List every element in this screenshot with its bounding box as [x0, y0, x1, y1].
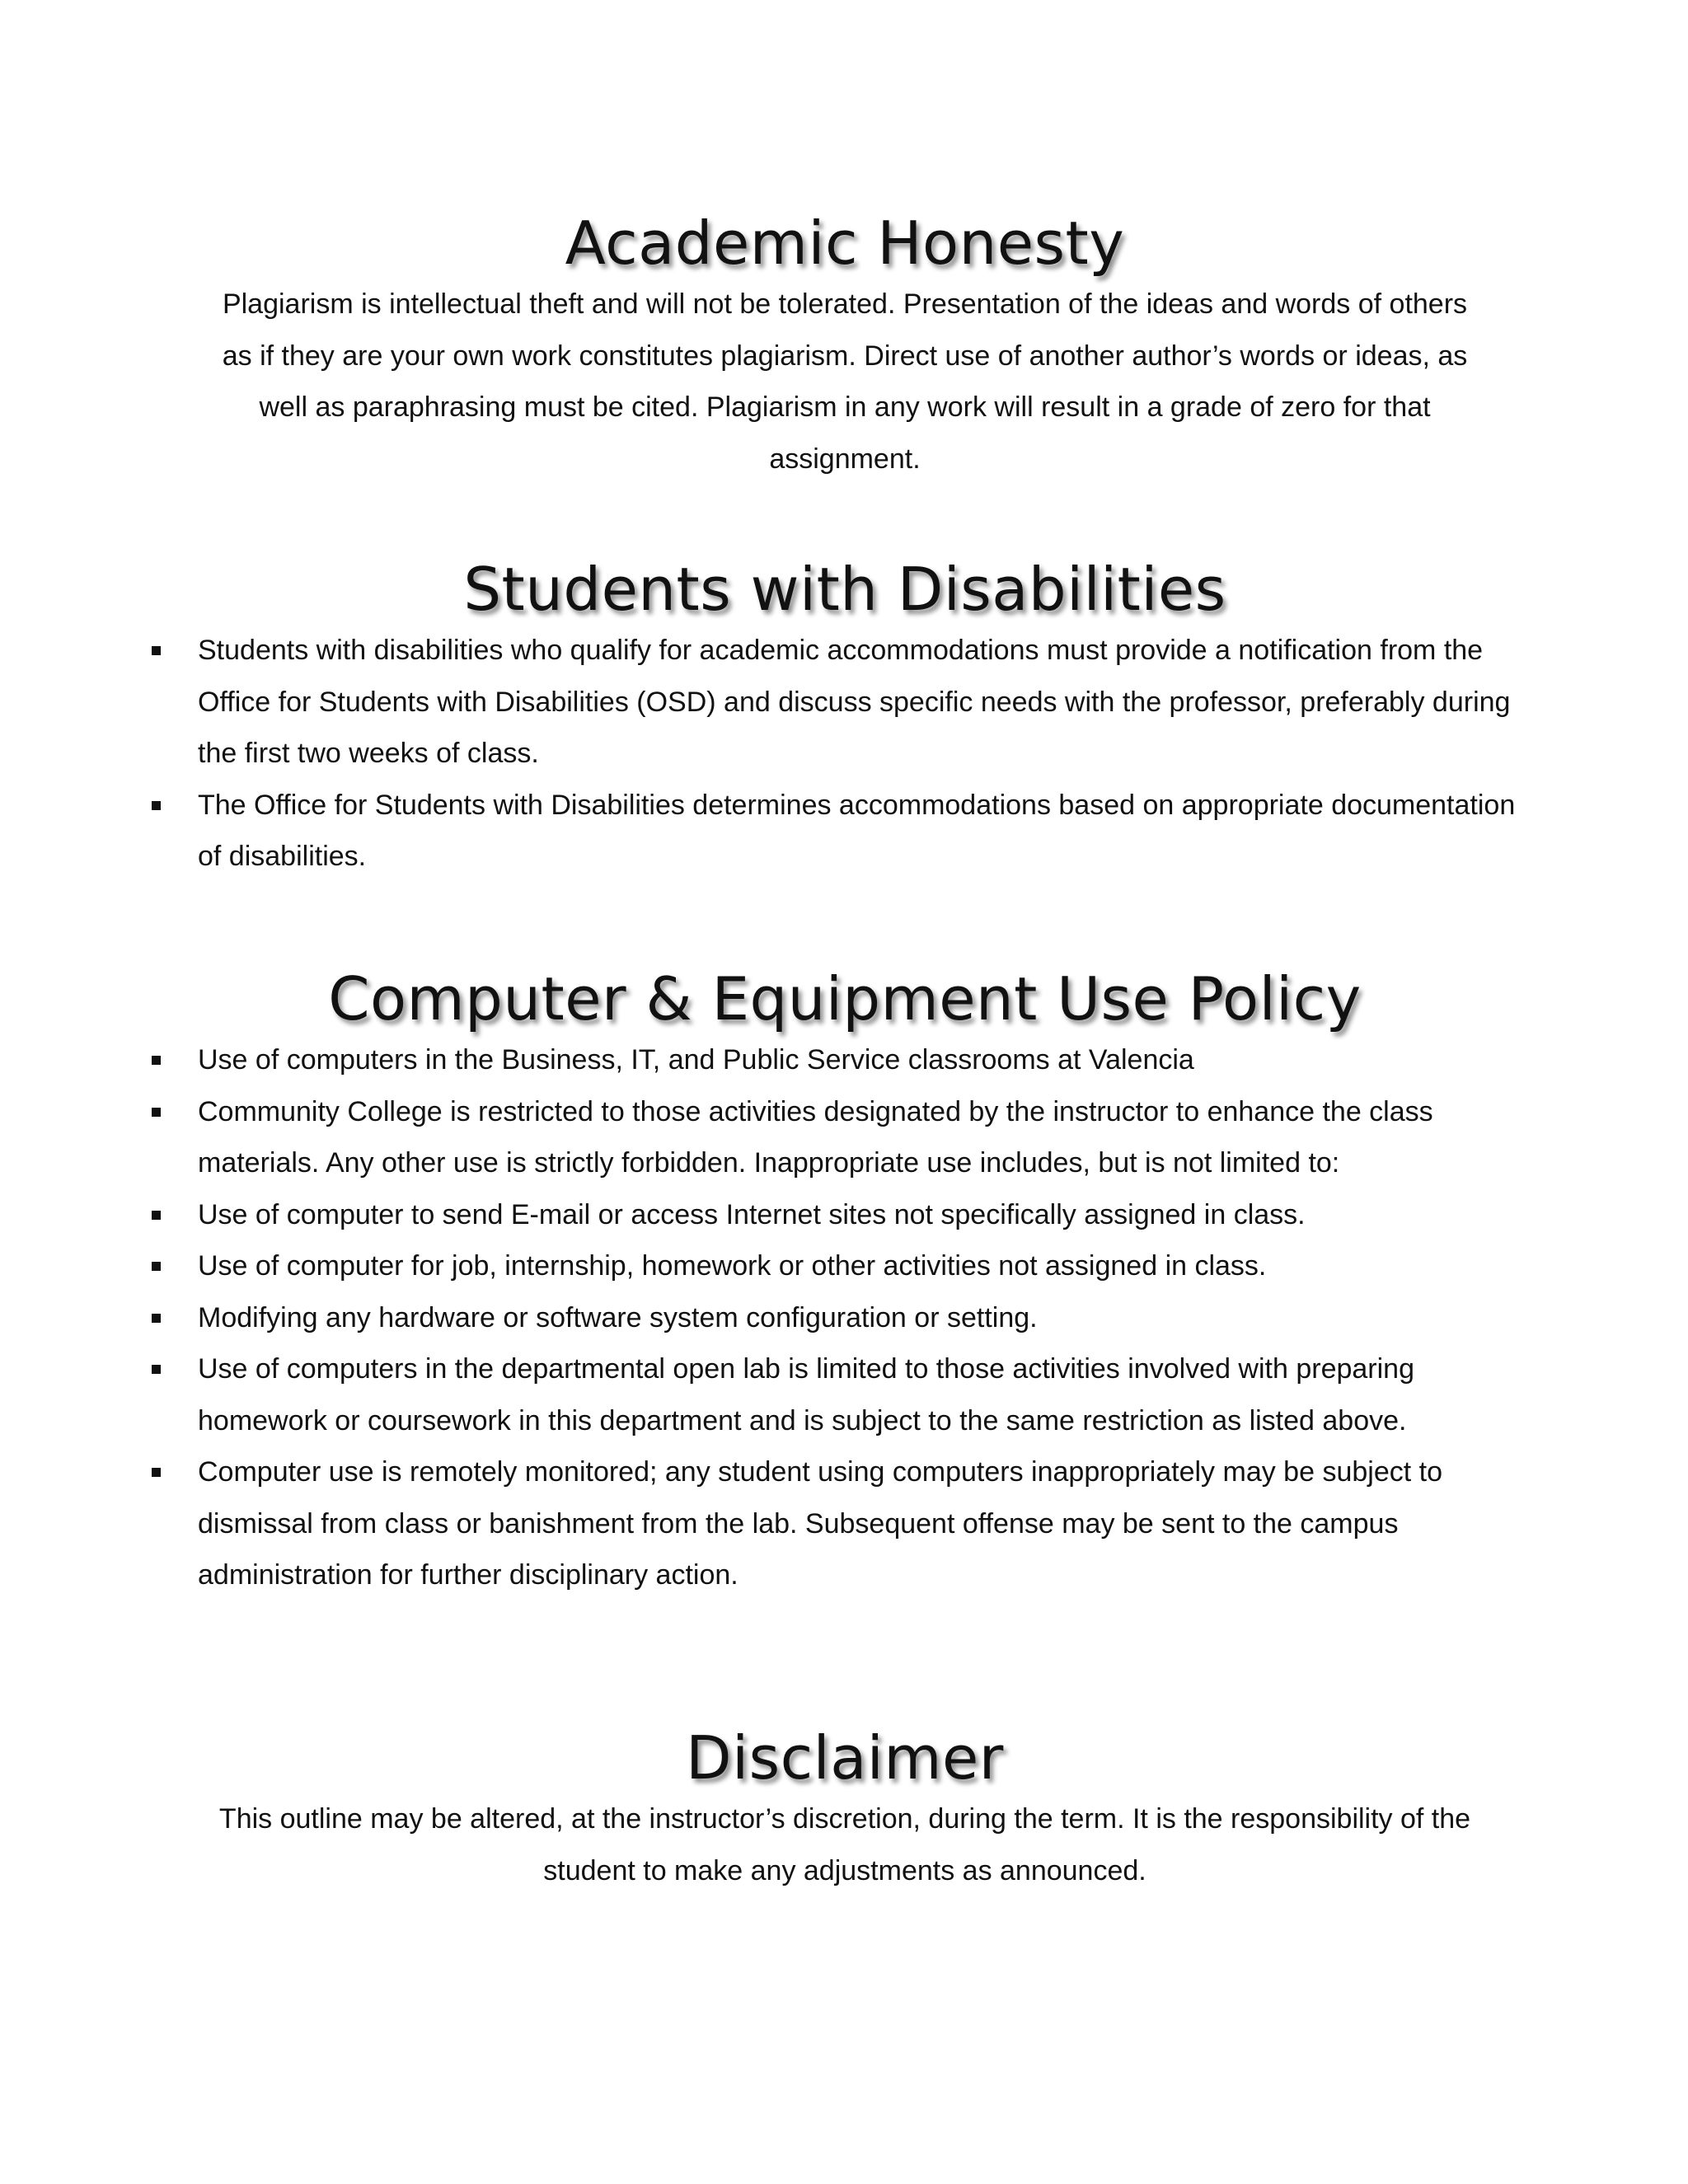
- paragraph-line: This outline may be altered, at the instructor’s discretion, during the term. It is the responsibility of the: [218, 1803, 1471, 1835]
- disclaimer-section: [148, 1721, 1541, 1896]
- list-item: [148, 1034, 1541, 1086]
- list-item-text: Use of computer to send E-mail or access Internet sites not specifically assigned in class.: [198, 1198, 1306, 1230]
- list-item-text: Computer use is remotely monitored; any student using computers inappropriately may be subject to dismissal from class or banishment from the lab. Subsequent offense may be sent to the campus administration for further disciplinary action.: [198, 1456, 1442, 1591]
- list-item-text: Use of computers in the departmental open lab is limited to those activities involved with preparing homework or coursework in this department and is subject to the same restriction as listed above.: [198, 1353, 1414, 1436]
- square-bullet-icon: [152, 1314, 161, 1323]
- disclaimer-paragraph: [148, 1793, 1541, 1896]
- computer-policy-heading: Computer & Equipment Use Policy: [328, 964, 1362, 1033]
- square-bullet-icon: [152, 1468, 161, 1477]
- paragraph-line: assignment.: [769, 443, 921, 475]
- academic-honesty-paragraph: [148, 279, 1541, 485]
- list-item: [148, 1086, 1541, 1189]
- computer-policy-section: [148, 962, 1541, 1601]
- paragraph-line: well as paraphrasing must be cited. Plagiarism in any work will result in a grade of zero for that: [259, 391, 1431, 423]
- disabilities-list: [148, 625, 1541, 883]
- paragraph-line: as if they are your own work constitutes plagiarism. Direct use of another author’s words or ideas, as: [222, 340, 1468, 372]
- square-bullet-icon: [152, 1056, 161, 1065]
- square-bullet-icon: [152, 646, 161, 655]
- paragraph-line: Plagiarism is intellectual theft and will not be tolerated. Presentation of the ideas and words of others: [222, 288, 1468, 320]
- list-item-text: Modifying any hardware or software system configuration or setting.: [198, 1301, 1038, 1333]
- disclaimer-heading: Disclaimer: [686, 1723, 1004, 1793]
- square-bullet-icon: [152, 1211, 161, 1220]
- square-bullet-icon: [152, 1108, 161, 1117]
- academic-honesty-heading: Academic Honesty: [565, 209, 1125, 278]
- list-item: [148, 625, 1541, 780]
- list-item: [148, 1343, 1541, 1446]
- list-item: [148, 1446, 1541, 1601]
- list-item-text: Students with disabilities who qualify for academic accommodations must provide a notification from the Office for Students with Disabilities (OSD) and discuss specific needs with the professor, preferably during the first two weeks of class.: [198, 635, 1511, 769]
- list-item: [148, 1240, 1541, 1292]
- list-item-text: Use of computer for job, internship, homework or other activities not assigned in class.: [198, 1250, 1267, 1282]
- list-item-text: Use of computers in the Business, IT, and Public Service classrooms at Valencia: [198, 1044, 1194, 1076]
- paragraph-line: student to make any adjustments as announced.: [543, 1854, 1146, 1886]
- list-item-text: The Office for Students with Disabilities determines accommodations based on appropriate documentation of disabilities.: [198, 789, 1516, 872]
- computer-policy-list: [148, 1034, 1541, 1601]
- academic-honesty-section: [148, 206, 1541, 485]
- disabilities-heading: Students with Disabilities: [463, 555, 1226, 624]
- disabilities-section: [148, 552, 1541, 883]
- list-item: [148, 780, 1541, 883]
- square-bullet-icon: [152, 801, 161, 810]
- square-bullet-icon: [152, 1365, 161, 1374]
- list-item: [148, 1292, 1541, 1344]
- list-item: [148, 1189, 1541, 1241]
- list-item-text: Community College is restricted to those activities designated by the instructor to enhance the class materials. Any other use is strictly forbidden. Inappropriate use includes, but is not limited to:: [198, 1095, 1433, 1179]
- square-bullet-icon: [152, 1262, 161, 1271]
